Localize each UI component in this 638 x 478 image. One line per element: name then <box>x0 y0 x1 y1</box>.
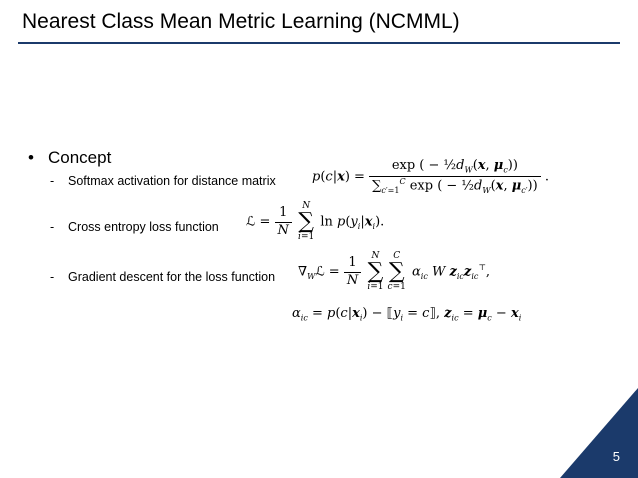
cross-entropy-formula: ℒ = $\frac{1}{N}$ N ∑ i=1 $\ln p(y_i|x_i)$. <box>246 201 385 242</box>
sub-item-cross-entropy <box>50 220 219 234</box>
slide-title: Nearest Class Mean Metric Learning (NCMML) <box>22 10 460 33</box>
bullet-label: Concept <box>48 148 112 167</box>
sub-item-label: Cross entropy loss function <box>68 220 219 234</box>
page-number: 5 <box>612 449 620 464</box>
sub-item-softmax <box>50 174 276 188</box>
sub-marker: - <box>50 270 55 284</box>
sub-item-label: Softmax activation for distance matrix <box>68 174 276 188</box>
sub-marker: - <box>50 174 55 188</box>
bullet-concept <box>28 148 111 168</box>
sub-item-gradient <box>50 270 275 284</box>
softmax-formula: p(c|x) = $\frac{\exp ( - \frac{1}{2}d_W(x, \mu_c))}{\sum_{c'=1}^C \exp ( - \frac{1}{2}d_W(x, \mu_{c'}))}$ . <box>312 158 549 195</box>
alpha-definition: $\alpha_{ic} = p(c|x_i)$ − $⟦y_i$ = c⟧, $z_{ic} = \mu_c - x_i$ <box>292 306 522 323</box>
title-rule <box>18 42 620 44</box>
corner-triangle <box>560 388 638 478</box>
gradient-formula: $\nabla_Wℒ$ = $\frac{1}{N}$ N ∑ i=1 C ∑ c=1 $\alpha_{ic}$ W $z_{ic}z_{ic}^⊤$, <box>298 251 491 292</box>
bullet-marker: • <box>28 148 34 167</box>
sub-marker: - <box>50 220 55 234</box>
sub-item-label: Gradient descent for the loss function <box>68 270 276 284</box>
